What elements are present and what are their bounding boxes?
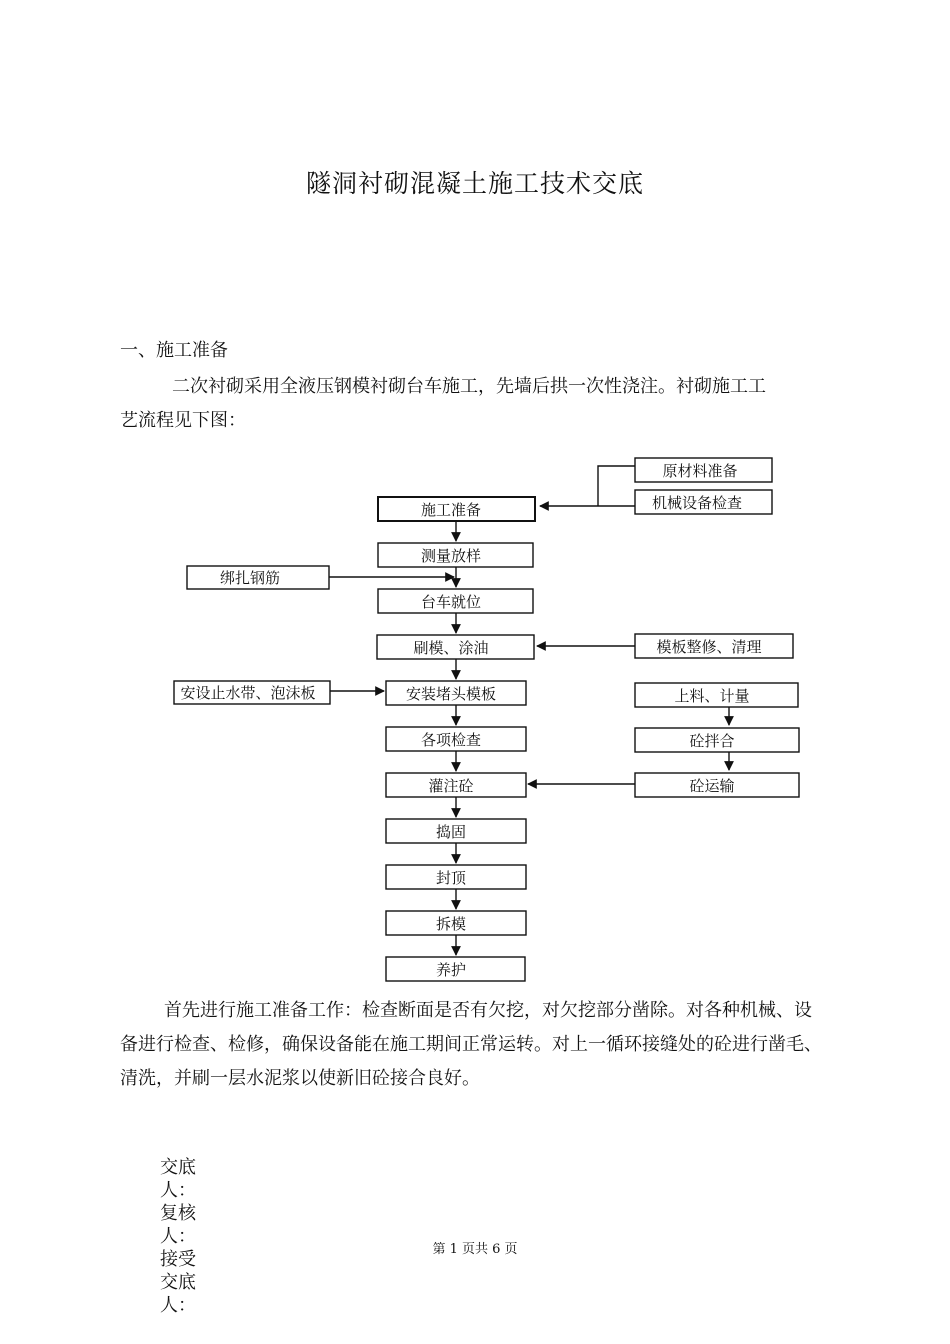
flow-box-transport bbox=[635, 773, 799, 797]
svg-text:上料、计量: 上料、计量 bbox=[674, 687, 750, 705]
flow-box-raw-materials bbox=[635, 458, 772, 482]
sign-line-1: 交底 bbox=[160, 1157, 196, 1178]
svg-text:模板整修、清理: 模板整修、清理 bbox=[656, 638, 762, 656]
flow-box-main-3 bbox=[378, 589, 533, 613]
intro-line-1: 二次衬砌采用全液压钢模衬砌台车施工，先墙后拱一次性浇注。衬砌施工工 bbox=[172, 376, 766, 397]
svg-text:绑扎钢筋: 绑扎钢筋 bbox=[219, 569, 281, 587]
sign-line-7: 人： bbox=[160, 1295, 196, 1316]
signature-block bbox=[160, 1156, 220, 1317]
svg-text:安装堵头模板: 安装堵头模板 bbox=[405, 685, 497, 703]
svg-text:拆模: 拆模 bbox=[435, 915, 467, 933]
flow-box-main-2 bbox=[378, 543, 533, 567]
svg-text:砼运输: 砼运输 bbox=[689, 777, 735, 795]
sign-line-5: 接受 bbox=[160, 1249, 196, 1270]
sign-line-6: 交底 bbox=[160, 1272, 196, 1293]
flow-box-main-11 bbox=[386, 957, 525, 981]
sign-line-4: 人： bbox=[160, 1226, 196, 1247]
intro-line-2: 艺流程见下图： bbox=[120, 410, 246, 431]
sign-line-3: 复核 bbox=[160, 1203, 196, 1224]
svg-text:刷模、涂油: 刷模、涂油 bbox=[413, 639, 489, 657]
body-paragraph bbox=[120, 994, 860, 1096]
svg-text:灌注砼: 灌注砼 bbox=[428, 777, 474, 795]
body-line-1: 首先进行施工准备工作：检查断面是否有欠挖，对欠挖部分凿除。对各种机械、设 bbox=[164, 1000, 812, 1021]
svg-text:台车就位: 台车就位 bbox=[420, 593, 482, 611]
flow-box-equipment-check bbox=[635, 490, 772, 514]
svg-text:养护: 养护 bbox=[435, 961, 467, 979]
flow-box-main-6 bbox=[386, 727, 526, 751]
svg-text:安设止水带、泡沫板: 安设止水带、泡沫板 bbox=[180, 684, 316, 702]
flow-box-main-7 bbox=[386, 773, 526, 797]
flow-box-formwork-repair bbox=[635, 634, 793, 658]
svg-text:测量放样: 测量放样 bbox=[420, 547, 482, 565]
flow-box-main-5 bbox=[386, 681, 526, 705]
svg-text:原材料准备: 原材料准备 bbox=[662, 462, 738, 480]
flow-box-main-4 bbox=[377, 635, 534, 659]
svg-text:机械设备检查: 机械设备检查 bbox=[651, 494, 743, 512]
svg-text:各项检查: 各项检查 bbox=[420, 731, 482, 749]
page-title: 隧洞衬砌混凝土施工技术交底 bbox=[305, 169, 644, 198]
flow-box-waterstop bbox=[174, 681, 330, 704]
flow-box-main-9 bbox=[386, 865, 526, 889]
flow-box-rebar bbox=[187, 566, 329, 589]
flow-box-mixing bbox=[635, 728, 799, 752]
svg-text:封顶: 封顶 bbox=[435, 869, 467, 887]
flow-box-main-1 bbox=[378, 497, 535, 521]
svg-text:施工准备: 施工准备 bbox=[420, 501, 482, 519]
sign-line-2: 人： bbox=[160, 1180, 196, 1201]
page-footer: 第 1 页共 6 页 bbox=[432, 1242, 518, 1257]
svg-text:捣固: 捣固 bbox=[435, 823, 467, 841]
section-heading: 一、施工准备 bbox=[120, 340, 228, 361]
body-line-3: 清洗，并刷一层水泥浆以使新旧砼接合良好。 bbox=[120, 1068, 480, 1089]
svg-text:砼拌合: 砼拌合 bbox=[689, 732, 735, 750]
body-line-2: 备进行检查、检修，确保设备能在施工期间正常运转。对上一循环接缝处的砼进行凿毛、 bbox=[120, 1034, 822, 1055]
flow-box-main-8 bbox=[386, 819, 526, 843]
flow-box-main-10 bbox=[386, 911, 526, 935]
flow-box-feeding bbox=[635, 683, 798, 707]
